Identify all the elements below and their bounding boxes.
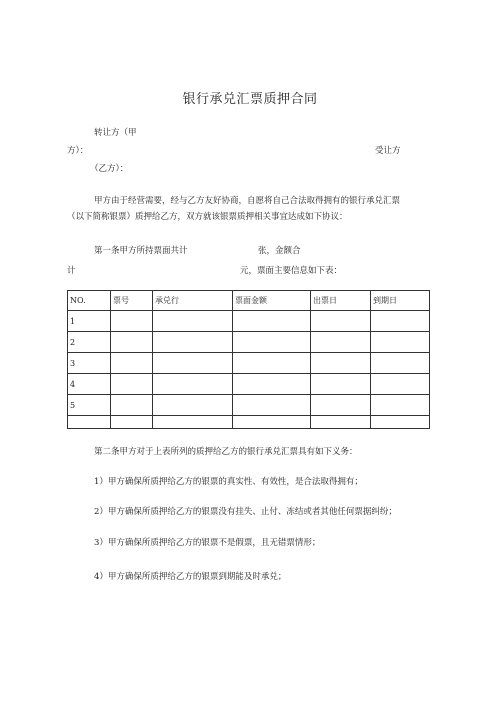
- table-cell: [111, 353, 153, 374]
- table-cell: [153, 332, 233, 353]
- table-cell: [153, 395, 233, 416]
- table-cell: [233, 374, 311, 395]
- table-cell: [311, 332, 371, 353]
- table-row: [68, 311, 430, 332]
- table-cell: [311, 416, 371, 429]
- table-header-cell: 出票日: [311, 291, 371, 311]
- transferee-label: 受让方: [375, 146, 401, 156]
- intro-line-2: （以下简称银票）质押给乙方，双方就该银票质押相关事宜达成如下协议：: [67, 212, 348, 222]
- table-cell: [233, 332, 311, 353]
- table-header-cell: 承兑行: [153, 291, 233, 311]
- table-row: [68, 332, 430, 353]
- table-cell: 1: [68, 311, 111, 332]
- table-cell: [68, 416, 111, 429]
- transferee-label-cont: （乙方）：: [90, 164, 129, 174]
- article2-heading: 第二条甲方对于上表所列的质押给乙方的银行承兑汇票具有如下义务：: [94, 447, 358, 457]
- table-cell: [153, 311, 233, 332]
- table-cell: 4: [68, 374, 111, 395]
- article2-item: 1）甲方确保所质押给乙方的银票的真实性、有效性，是合法取得拥有；: [94, 477, 363, 487]
- table-cell: [311, 353, 371, 374]
- table-header-cell: 到期日: [371, 291, 430, 311]
- table-header-cell: 票号: [111, 291, 153, 311]
- table-cell: [111, 311, 153, 332]
- table-cell: [233, 311, 311, 332]
- transferor-label-cont: 方）：: [67, 146, 89, 156]
- table-cell: [153, 416, 233, 429]
- table-header-cell: NO.: [68, 291, 111, 311]
- table-cell: [371, 374, 430, 395]
- table-header-cell: 票面金额: [233, 291, 311, 311]
- transferor-label: 转让方（甲: [94, 128, 137, 138]
- table-cell: [153, 374, 233, 395]
- table-cell: [233, 395, 311, 416]
- table-cell: [371, 416, 430, 429]
- table-cell: 3: [68, 353, 111, 374]
- article1-line1-b: 张，金额合: [258, 246, 301, 256]
- table-cell: [311, 311, 371, 332]
- intro-line-1: 甲方由于经营需要，经与乙方友好协商，自愿将自己合法取得拥有的银行承兑汇票: [94, 196, 401, 206]
- table-cell: [371, 332, 430, 353]
- table-cell: [371, 353, 430, 374]
- article2-item: 3）甲方确保所质押给乙方的银票不是假票，且无错票情形；: [94, 538, 321, 548]
- table-cell: [153, 353, 233, 374]
- table-row: [68, 395, 430, 416]
- table-cell: 2: [68, 332, 111, 353]
- table-cell: [111, 395, 153, 416]
- document-title: 银行承兑汇票质押合同: [182, 92, 318, 107]
- table-row: [68, 353, 430, 374]
- table-cell: [371, 395, 430, 416]
- article2-item: 4）甲方确保所质押给乙方的银票到期能及时承兑；: [94, 572, 287, 582]
- table-header-row: [68, 291, 430, 311]
- article1-line2-a: 计: [67, 266, 76, 276]
- table-cell: [111, 416, 153, 429]
- table-cell: [233, 353, 311, 374]
- table-row-empty: [68, 416, 430, 429]
- article2-item: 2）甲方确保所质押给乙方的银票没有挂失、止付、冻结或者其他任何票据纠纷；: [94, 507, 397, 517]
- table-cell: [111, 332, 153, 353]
- article1-line2-b: 元，票面主要信息如下表：: [240, 266, 343, 276]
- article1-line1-a: 第一条甲方所持票面共计: [94, 246, 188, 256]
- table-cell: [311, 374, 371, 395]
- table-cell: 5: [68, 395, 111, 416]
- table-row: [68, 374, 430, 395]
- table-cell: [233, 416, 311, 429]
- table-cell: [311, 395, 371, 416]
- bill-info-table: [67, 290, 430, 429]
- table-cell: [371, 311, 430, 332]
- table-cell: [111, 374, 153, 395]
